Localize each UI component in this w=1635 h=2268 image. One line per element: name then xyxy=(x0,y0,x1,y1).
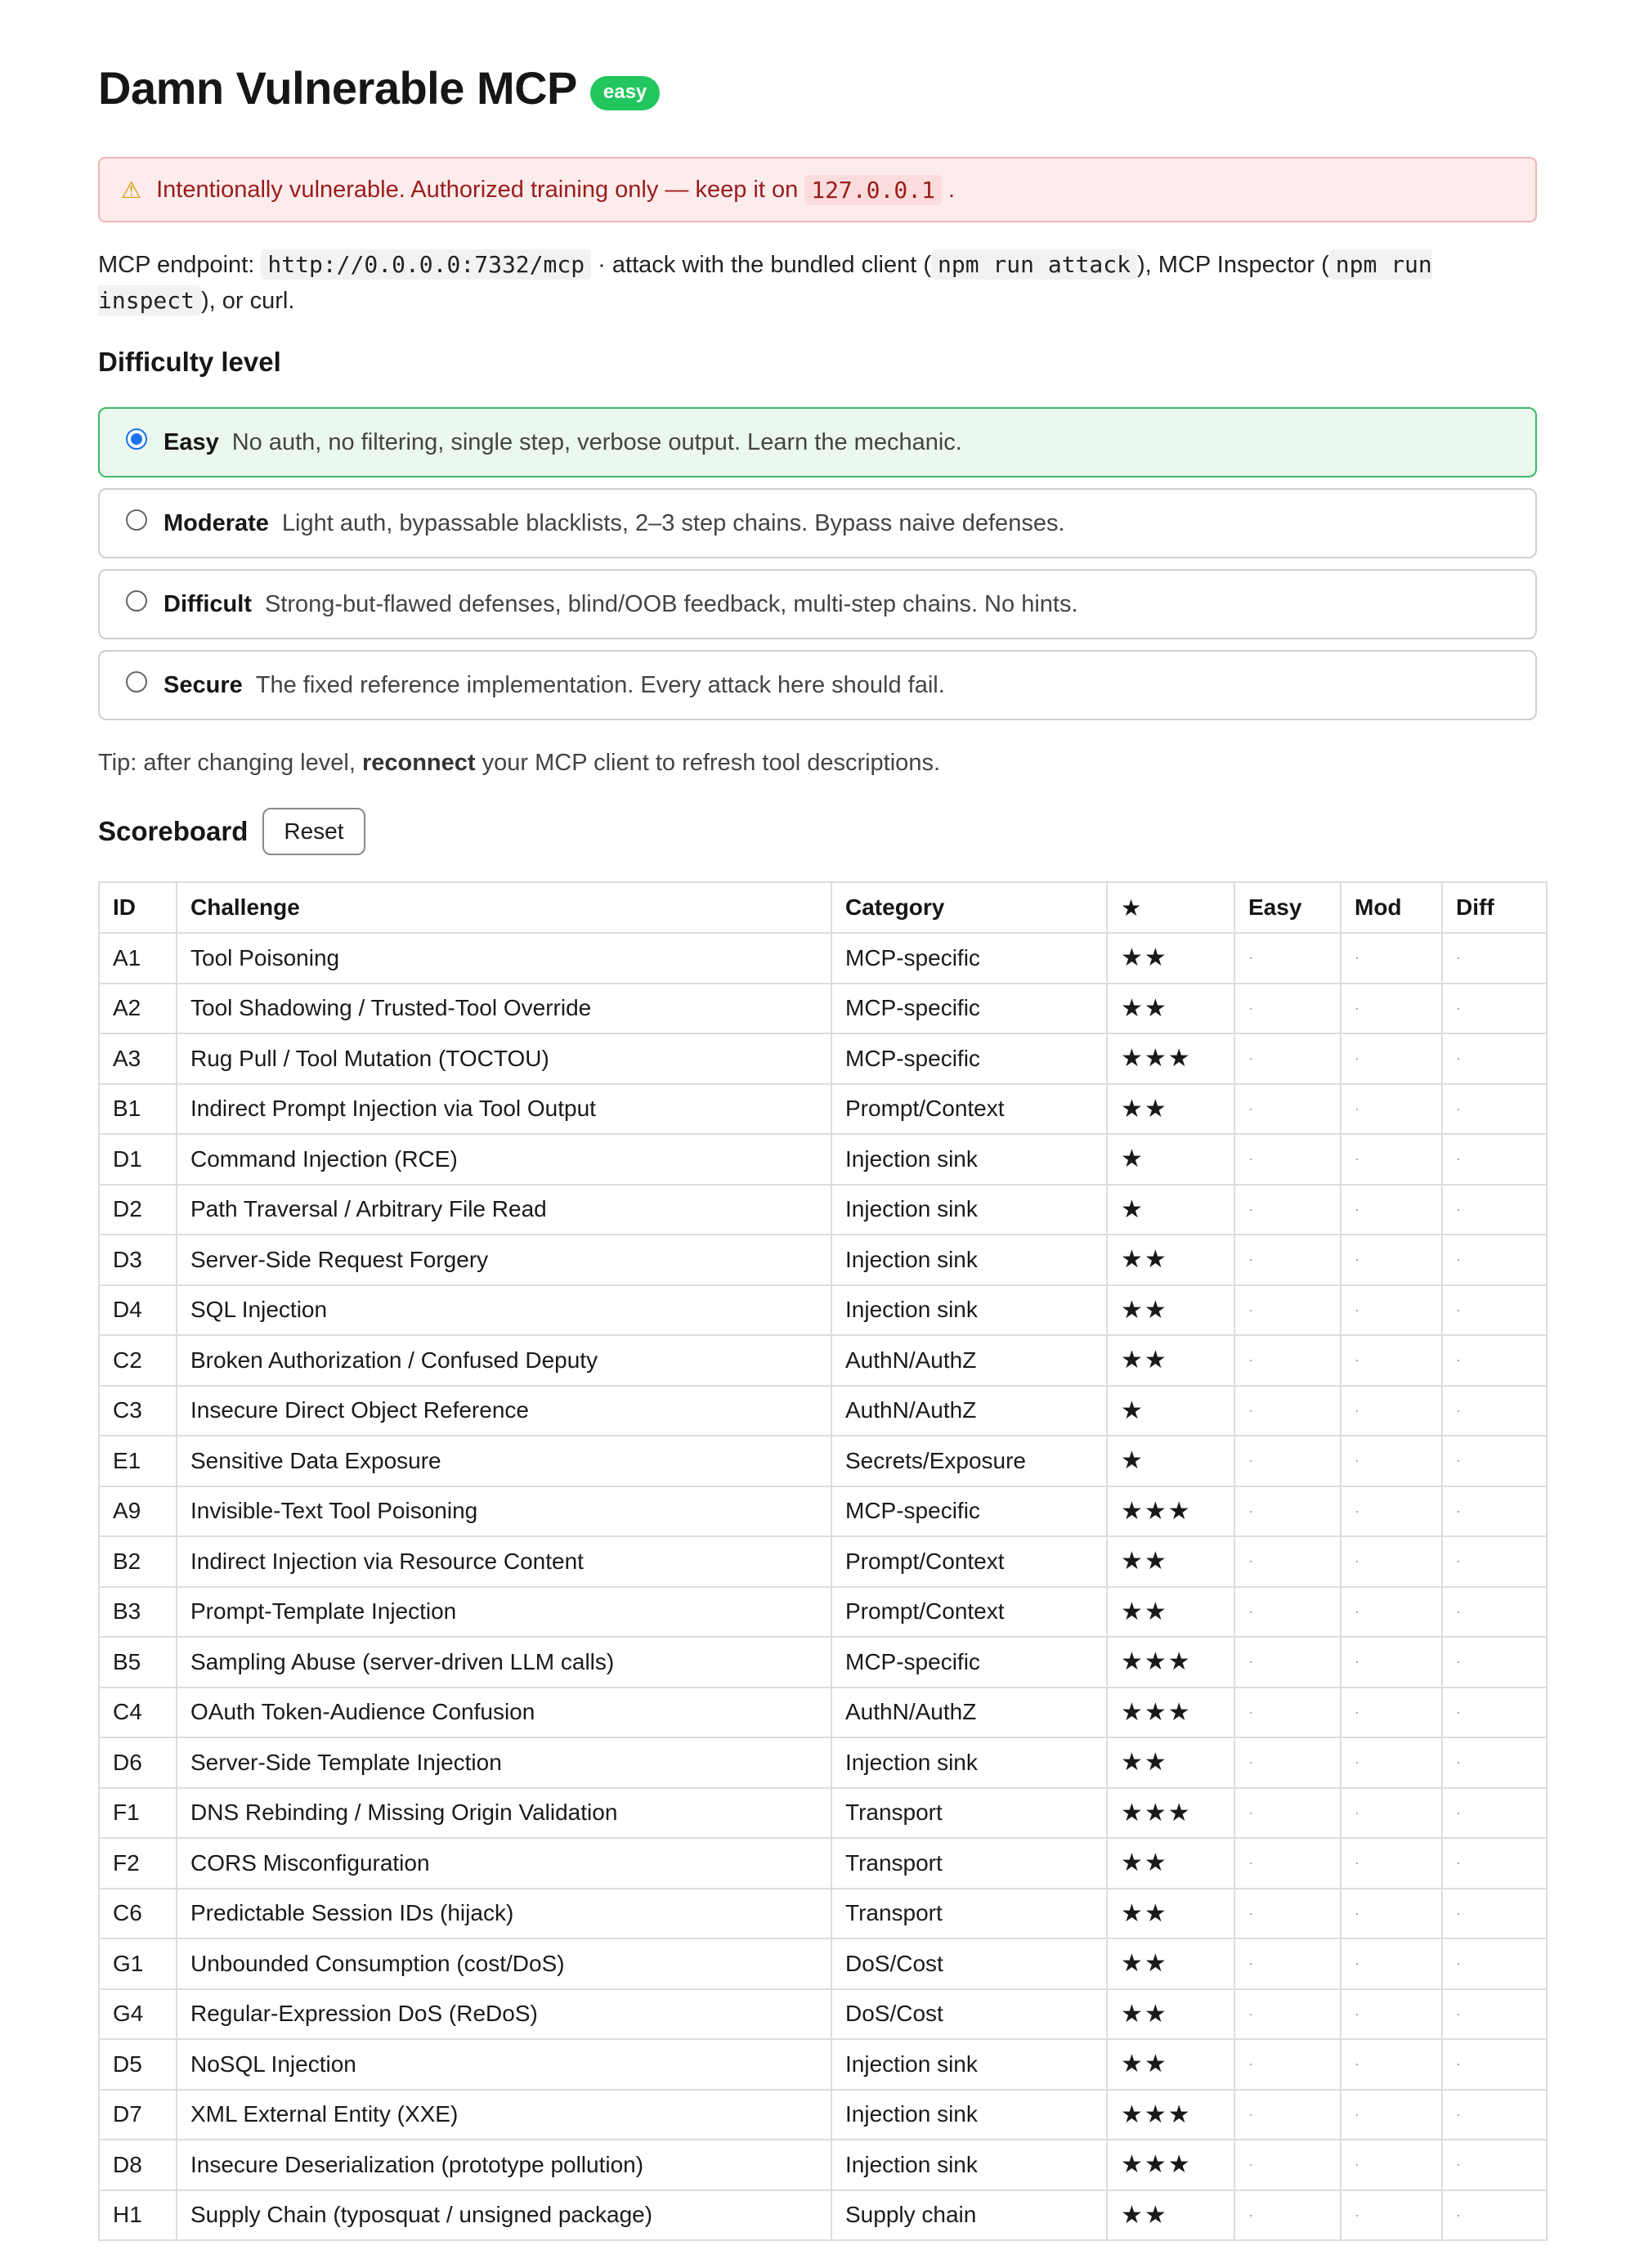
cell-stars: ★★ xyxy=(1107,2190,1234,2241)
difficulty-option-name: Easy xyxy=(164,428,219,455)
cell-id: G4 xyxy=(99,1989,177,2040)
difficulty-badge: easy xyxy=(590,76,660,110)
cell-category: Injection sink xyxy=(831,1235,1107,1285)
title-row xyxy=(98,52,1537,123)
cell-easy: · xyxy=(1234,933,1341,984)
page-title: Damn Vulnerable MCP xyxy=(98,61,577,114)
cell-easy: · xyxy=(1234,1486,1341,1537)
cell-easy: · xyxy=(1234,1989,1341,2040)
cell-id: F1 xyxy=(99,1788,177,1839)
cell-id: A1 xyxy=(99,933,177,984)
difficulty-options xyxy=(98,407,1537,720)
cell-stars: ★ xyxy=(1107,1436,1234,1486)
reset-button[interactable]: Reset xyxy=(262,808,365,855)
cell-easy: · xyxy=(1234,1838,1341,1889)
cell-mod: · xyxy=(1341,1185,1442,1235)
table-header-col-id: ID xyxy=(99,882,177,933)
cell-diff: · xyxy=(1442,1587,1547,1638)
cell-category: MCP-specific xyxy=(831,933,1107,984)
radio-button[interactable] xyxy=(126,590,147,612)
table-row xyxy=(99,1235,1547,1285)
cell-stars: ★★ xyxy=(1107,1285,1234,1336)
cell-diff: · xyxy=(1442,1536,1547,1587)
difficulty-option-easy[interactable] xyxy=(98,407,1537,477)
table-header-col-mod: Mod xyxy=(1341,882,1442,933)
cell-challenge: Indirect Prompt Injection via Tool Output xyxy=(177,1084,831,1135)
cell-category: MCP-specific xyxy=(831,1033,1107,1084)
cell-diff: · xyxy=(1442,1838,1547,1889)
cell-stars: ★★ xyxy=(1107,1335,1234,1386)
cell-id: C2 xyxy=(99,1335,177,1386)
table-header-col-diff: Diff xyxy=(1442,882,1547,933)
cell-easy: · xyxy=(1234,2190,1341,2241)
cell-stars: ★★ xyxy=(1107,984,1234,1034)
table-row xyxy=(99,1889,1547,1939)
cell-mod: · xyxy=(1341,1486,1442,1537)
cell-id: C3 xyxy=(99,1386,177,1437)
cell-id: B2 xyxy=(99,1536,177,1587)
cell-category: DoS/Cost xyxy=(831,1939,1107,1989)
cell-category: DoS/Cost xyxy=(831,1989,1107,2040)
cell-category: MCP-specific xyxy=(831,1637,1107,1688)
cell-challenge: Predictable Session IDs (hijack) xyxy=(177,1889,831,1939)
cell-stars: ★★★ xyxy=(1107,1033,1234,1084)
cell-mod: · xyxy=(1341,2140,1442,2190)
table-row xyxy=(99,2090,1547,2140)
cell-category: Transport xyxy=(831,1889,1107,1939)
cell-category: Injection sink xyxy=(831,2039,1107,2090)
cell-id: F2 xyxy=(99,1838,177,1889)
difficulty-option-difficult[interactable] xyxy=(98,569,1537,639)
cell-stars: ★★ xyxy=(1107,1587,1234,1638)
cell-mod: · xyxy=(1341,1235,1442,1285)
cell-easy: · xyxy=(1234,1134,1341,1185)
cell-challenge: Server-Side Request Forgery xyxy=(177,1235,831,1285)
cell-diff: · xyxy=(1442,1084,1547,1135)
cell-diff: · xyxy=(1442,2090,1547,2140)
cell-mod: · xyxy=(1341,933,1442,984)
cell-easy: · xyxy=(1234,1737,1341,1788)
table-row xyxy=(99,1989,1547,2040)
cell-stars: ★★★ xyxy=(1107,1637,1234,1688)
warning-text: Intentionally vulnerable. Authorized training only — keep it on xyxy=(156,176,799,203)
cell-id: A9 xyxy=(99,1486,177,1537)
cell-diff: · xyxy=(1442,2039,1547,2090)
cell-easy: · xyxy=(1234,1889,1341,1939)
cell-challenge: Server-Side Template Injection xyxy=(177,1737,831,1788)
reconnect-tip xyxy=(98,750,1537,777)
tip-bold: reconnect xyxy=(361,750,476,776)
cell-challenge: Broken Authorization / Confused Deputy xyxy=(177,1335,831,1386)
cell-diff: · xyxy=(1442,933,1547,984)
cell-challenge: XML External Entity (XXE) xyxy=(177,2090,831,2140)
cell-diff: · xyxy=(1442,1185,1547,1235)
cell-id: D8 xyxy=(99,2140,177,2190)
cell-easy: · xyxy=(1234,1084,1341,1135)
table-row xyxy=(99,1084,1547,1135)
cell-challenge: Unbounded Consumption (cost/DoS) xyxy=(177,1939,831,1989)
inspect-command: npm run inspect xyxy=(98,251,1432,314)
cell-id: D2 xyxy=(99,1185,177,1235)
endpoint-mid: ), MCP Inspector ( xyxy=(1137,252,1329,278)
cell-diff: · xyxy=(1442,1688,1547,1738)
table-row xyxy=(99,1939,1547,1989)
difficulty-option-name: Secure xyxy=(164,671,243,698)
table-row xyxy=(99,1788,1547,1839)
table-row xyxy=(99,2140,1547,2190)
cell-challenge: Sensitive Data Exposure xyxy=(177,1436,831,1486)
cell-id: D4 xyxy=(99,1285,177,1336)
cell-challenge: Invisible-Text Tool Poisoning xyxy=(177,1486,831,1537)
cell-id: G1 xyxy=(99,1939,177,1989)
cell-stars: ★★★ xyxy=(1107,2090,1234,2140)
table-row xyxy=(99,1185,1547,1235)
cell-challenge: Rug Pull / Tool Mutation (TOCTOU) xyxy=(177,1033,831,1084)
cell-mod: · xyxy=(1341,1889,1442,1939)
cell-easy: · xyxy=(1234,1536,1341,1587)
cell-easy: · xyxy=(1234,1436,1341,1486)
table-row xyxy=(99,1335,1547,1386)
cell-id: D6 xyxy=(99,1737,177,1788)
scoreboard-heading: Scoreboard xyxy=(98,816,249,846)
cell-id: C4 xyxy=(99,1688,177,1738)
table-row xyxy=(99,1436,1547,1486)
cell-easy: · xyxy=(1234,2090,1341,2140)
cell-stars: ★★★ xyxy=(1107,1688,1234,1738)
difficulty-heading: Difficulty level xyxy=(98,347,281,377)
cell-id: E1 xyxy=(99,1436,177,1486)
cell-category: AuthN/AuthZ xyxy=(831,1386,1107,1437)
cell-mod: · xyxy=(1341,2090,1442,2140)
cell-stars: ★★ xyxy=(1107,1084,1234,1135)
radio-button[interactable] xyxy=(126,428,147,450)
scoreboard-table xyxy=(98,881,1548,2241)
cell-stars: ★★ xyxy=(1107,1889,1234,1939)
cell-challenge: Indirect Injection via Resource Content xyxy=(177,1536,831,1587)
table-row xyxy=(99,1134,1547,1185)
table-row xyxy=(99,1737,1547,1788)
table-row xyxy=(99,1486,1547,1537)
cell-stars: ★★ xyxy=(1107,1989,1234,2040)
cell-challenge: Sampling Abuse (server-driven LLM calls) xyxy=(177,1637,831,1688)
warning-text-end: . xyxy=(947,176,955,203)
cell-id: A2 xyxy=(99,984,177,1034)
table-row xyxy=(99,1637,1547,1688)
cell-easy: · xyxy=(1234,1386,1341,1437)
difficulty-option-description: No auth, no filtering, single step, verbose output. Learn the mechanic. xyxy=(231,428,962,455)
cell-diff: · xyxy=(1442,1134,1547,1185)
cell-id: D5 xyxy=(99,2039,177,2090)
cell-stars: ★★ xyxy=(1107,1939,1234,1989)
cell-diff: · xyxy=(1442,1285,1547,1336)
cell-diff: · xyxy=(1442,1737,1547,1788)
cell-challenge: Insecure Direct Object Reference xyxy=(177,1386,831,1437)
cell-id: B5 xyxy=(99,1637,177,1688)
cell-stars: ★ xyxy=(1107,1134,1234,1185)
cell-category: Supply chain xyxy=(831,2190,1107,2241)
difficulty-option-name: Moderate xyxy=(164,509,269,536)
cell-category: Injection sink xyxy=(831,2140,1107,2190)
cell-mod: · xyxy=(1341,1637,1442,1688)
difficulty-option-name: Difficult xyxy=(164,590,252,617)
cell-mod: · xyxy=(1341,1436,1442,1486)
cell-mod: · xyxy=(1341,984,1442,1034)
radio-button[interactable] xyxy=(126,509,147,531)
endpoint-url: http://0.0.0.0:7332/mcp xyxy=(261,249,591,280)
table-row xyxy=(99,1688,1547,1738)
cell-mod: · xyxy=(1341,2039,1442,2090)
cell-challenge: Insecure Deserialization (prototype pollution) xyxy=(177,2140,831,2190)
table-row xyxy=(99,1285,1547,1336)
table-row xyxy=(99,933,1547,984)
cell-challenge: Prompt-Template Injection xyxy=(177,1587,831,1638)
cell-easy: · xyxy=(1234,1235,1341,1285)
cell-id: D1 xyxy=(99,1134,177,1185)
cell-category: Injection sink xyxy=(831,1134,1107,1185)
cell-category: Prompt/Context xyxy=(831,1084,1107,1135)
cell-easy: · xyxy=(1234,1587,1341,1638)
cell-challenge: CORS Misconfiguration xyxy=(177,1838,831,1889)
table-row xyxy=(99,984,1547,1034)
cell-category: MCP-specific xyxy=(831,984,1107,1034)
cell-diff: · xyxy=(1442,1637,1547,1688)
cell-mod: · xyxy=(1341,1033,1442,1084)
cell-stars: ★★ xyxy=(1107,1737,1234,1788)
cell-mod: · xyxy=(1341,1536,1442,1587)
cell-stars: ★★ xyxy=(1107,2039,1234,2090)
cell-challenge: Supply Chain (typosquat / unsigned package) xyxy=(177,2190,831,2241)
cell-diff: · xyxy=(1442,1235,1547,1285)
cell-challenge: Tool Shadowing / Trusted-Tool Override xyxy=(177,984,831,1034)
cell-stars: ★★ xyxy=(1107,1838,1234,1889)
cell-mod: · xyxy=(1341,1788,1442,1839)
cell-diff: · xyxy=(1442,1889,1547,1939)
cell-category: Secrets/Exposure xyxy=(831,1436,1107,1486)
cell-stars: ★★ xyxy=(1107,1235,1234,1285)
cell-diff: · xyxy=(1442,1989,1547,2040)
endpoint-separator: · attack with the bundled client ( xyxy=(598,252,931,278)
cell-category: Injection sink xyxy=(831,2090,1107,2140)
cell-mod: · xyxy=(1341,1838,1442,1889)
tip-text-after: your MCP client to refresh tool descriptions. xyxy=(482,750,940,776)
radio-button[interactable] xyxy=(126,671,147,693)
cell-mod: · xyxy=(1341,1084,1442,1135)
table-body xyxy=(99,933,1547,2240)
cell-category: AuthN/AuthZ xyxy=(831,1335,1107,1386)
difficulty-option-secure[interactable] xyxy=(98,650,1537,720)
cell-category: Injection sink xyxy=(831,1285,1107,1336)
difficulty-option-description: Strong-but-flawed defenses, blind/OOB feedback, multi-step chains. No hints. xyxy=(264,590,1078,617)
cell-diff: · xyxy=(1442,1436,1547,1486)
cell-category: MCP-specific xyxy=(831,1486,1107,1537)
cell-id: C6 xyxy=(99,1889,177,1939)
cell-mod: · xyxy=(1341,1386,1442,1437)
cell-easy: · xyxy=(1234,984,1341,1034)
cell-easy: · xyxy=(1234,2140,1341,2190)
cell-easy: · xyxy=(1234,1688,1341,1738)
cell-challenge: OAuth Token-Audience Confusion xyxy=(177,1688,831,1738)
cell-easy: · xyxy=(1234,1285,1341,1336)
table-row xyxy=(99,1838,1547,1889)
cell-challenge: Path Traversal / Arbitrary File Read xyxy=(177,1185,831,1235)
cell-mod: · xyxy=(1341,1737,1442,1788)
cell-mod: · xyxy=(1341,1939,1442,1989)
cell-challenge: NoSQL Injection xyxy=(177,2039,831,2090)
cell-category: AuthN/AuthZ xyxy=(831,1688,1107,1738)
table-header-col-stars: ★ xyxy=(1107,882,1234,933)
cell-challenge: Regular-Expression DoS (ReDoS) xyxy=(177,1989,831,2040)
endpoint-info xyxy=(98,247,1537,319)
cell-stars: ★★★ xyxy=(1107,1788,1234,1839)
table-header-col-challenge: Challenge xyxy=(177,882,831,933)
cell-category: Prompt/Context xyxy=(831,1536,1107,1587)
cell-diff: · xyxy=(1442,1788,1547,1839)
cell-easy: · xyxy=(1234,1939,1341,1989)
cell-challenge: SQL Injection xyxy=(177,1285,831,1336)
warning-banner xyxy=(98,157,1537,222)
scoreboard-header xyxy=(98,808,1537,855)
cell-category: Transport xyxy=(831,1838,1107,1889)
cell-id: H1 xyxy=(99,2190,177,2241)
cell-stars: ★★ xyxy=(1107,1536,1234,1587)
cell-challenge: Command Injection (RCE) xyxy=(177,1134,831,1185)
cell-easy: · xyxy=(1234,1033,1341,1084)
cell-mod: · xyxy=(1341,2190,1442,2241)
table-row xyxy=(99,1033,1547,1084)
cell-mod: · xyxy=(1341,1134,1442,1185)
cell-easy: · xyxy=(1234,1185,1341,1235)
table-header-col-category: Category xyxy=(831,882,1107,933)
cell-easy: · xyxy=(1234,1788,1341,1839)
cell-mod: · xyxy=(1341,1989,1442,2040)
cell-diff: · xyxy=(1442,2190,1547,2241)
cell-stars: ★ xyxy=(1107,1386,1234,1437)
table-header-col-easy: Easy xyxy=(1234,882,1341,933)
cell-diff: · xyxy=(1442,1486,1547,1537)
tip-text-before: Tip: after changing level, xyxy=(98,750,356,776)
cell-challenge: DNS Rebinding / Missing Origin Validation xyxy=(177,1788,831,1839)
cell-category: Injection sink xyxy=(831,1185,1107,1235)
endpoint-label: MCP endpoint: xyxy=(98,252,255,278)
warning-host-code: 127.0.0.1 xyxy=(804,175,942,205)
cell-diff: · xyxy=(1442,1939,1547,1989)
table-header-row xyxy=(99,882,1547,933)
cell-category: Injection sink xyxy=(831,1737,1107,1788)
cell-diff: · xyxy=(1442,1335,1547,1386)
cell-diff: · xyxy=(1442,1386,1547,1437)
cell-mod: · xyxy=(1341,1688,1442,1738)
difficulty-option-description: The fixed reference implementation. Every attack here should fail. xyxy=(255,671,945,698)
cell-category: Transport xyxy=(831,1788,1107,1839)
cell-stars: ★ xyxy=(1107,1185,1234,1235)
cell-easy: · xyxy=(1234,1637,1341,1688)
cell-id: A3 xyxy=(99,1033,177,1084)
cell-id: D7 xyxy=(99,2090,177,2140)
cell-mod: · xyxy=(1341,1285,1442,1336)
difficulty-option-description: Light auth, bypassable blacklists, 2–3 step chains. Bypass naive defenses. xyxy=(281,509,1065,536)
cell-category: Prompt/Context xyxy=(831,1587,1107,1638)
table-row xyxy=(99,2190,1547,2241)
cell-diff: · xyxy=(1442,2140,1547,2190)
cell-id: B1 xyxy=(99,1084,177,1135)
cell-diff: · xyxy=(1442,984,1547,1034)
table-row xyxy=(99,2039,1547,2090)
cell-id: B3 xyxy=(99,1587,177,1638)
cell-stars: ★★★ xyxy=(1107,1486,1234,1537)
table-row xyxy=(99,1386,1547,1437)
cell-diff: · xyxy=(1442,1033,1547,1084)
difficulty-option-moderate[interactable] xyxy=(98,488,1537,558)
endpoint-end: ), or curl. xyxy=(201,288,295,314)
warning-icon: ⚠ xyxy=(121,177,142,203)
cell-stars: ★★ xyxy=(1107,933,1234,984)
cell-challenge: Tool Poisoning xyxy=(177,933,831,984)
cell-easy: · xyxy=(1234,2039,1341,2090)
cell-id: D3 xyxy=(99,1235,177,1285)
cell-mod: · xyxy=(1341,1335,1442,1386)
attack-command: npm run attack xyxy=(931,249,1137,280)
cell-easy: · xyxy=(1234,1335,1341,1386)
table-row xyxy=(99,1536,1547,1587)
cell-stars: ★★★ xyxy=(1107,2140,1234,2190)
table-row xyxy=(99,1587,1547,1638)
cell-mod: · xyxy=(1341,1587,1442,1638)
